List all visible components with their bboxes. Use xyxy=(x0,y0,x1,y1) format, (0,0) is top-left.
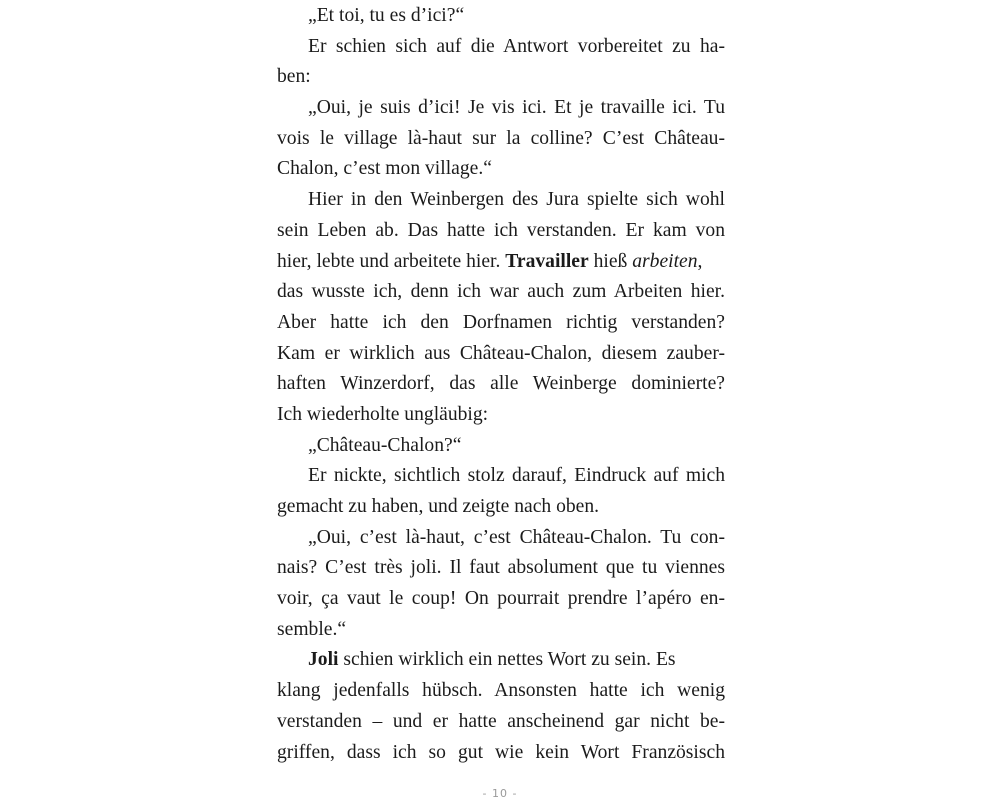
text-line: nais? C’est très joli. Il faut absolument que tu viennes xyxy=(277,557,725,579)
text-segment: hieß xyxy=(593,250,628,272)
italic-term-arbeiten: arbeiten xyxy=(632,250,698,272)
bold-term-travailler: Travailler xyxy=(505,250,589,272)
text-line: klang jedenfalls hübsch. Ansonsten hatte ich wenig xyxy=(277,680,725,702)
text-line: das wusste ich, denn ich war auch zum Arbeiten hier. xyxy=(277,281,725,303)
text-segment: hier, lebte und arbeitete hier. xyxy=(277,250,501,272)
text-line: Ich wiederholte ungläubig: xyxy=(277,403,489,425)
text-line: Chalon, c’est mon village.“ xyxy=(277,158,492,180)
text-line: griffen, dass ich so gut wie kein Wort Französisch xyxy=(277,741,725,763)
text-line: verstanden – und er hatte anscheinend gar nicht be- xyxy=(277,710,725,732)
text-line: Hier in den Weinbergen des Jura spielte sich wohl xyxy=(308,189,725,211)
text-line: ben: xyxy=(277,66,311,88)
bold-term-joli: Joli xyxy=(308,649,339,671)
text-line: „Et toi, tu es d’ici?“ xyxy=(308,5,465,26)
text-segment: schien wirklich ein nettes Wort zu sein. Es xyxy=(343,649,676,671)
text-line: vois le village là-haut sur la colline? C’est Château- xyxy=(277,127,725,149)
text-line: Er schien sich auf die Antwort vorbereitet zu ha- xyxy=(308,35,725,57)
text-line xyxy=(277,645,725,676)
body-text xyxy=(277,1,725,768)
text-line: „Oui, je suis d’ici! Je vis ici. Et je travaille ici. Tu xyxy=(308,97,725,119)
text-segment: , xyxy=(697,250,703,272)
text-line: „Oui, c’est là-haut, c’est Château-Chalon. Tu con- xyxy=(308,526,725,548)
page-number: - 10 - xyxy=(482,787,518,800)
text-line xyxy=(277,247,725,278)
text-line: Aber hatte ich den Dorfnamen richtig verstanden? xyxy=(277,311,725,333)
text-line: Kam er wirklich aus Château-Chalon, diesem zauber- xyxy=(277,342,725,364)
text-line: voir, ça vaut le coup! On pourrait prendre l’apéro en- xyxy=(277,588,725,610)
text-line: Er nickte, sichtlich stolz darauf, Eindruck auf mich xyxy=(308,465,725,487)
text-line: gemacht zu haben, und zeigte nach oben. xyxy=(277,496,600,517)
text-line: haften Winzerdorf, das alle Weinberge dominierte? xyxy=(277,373,725,395)
text-line: semble.“ xyxy=(277,618,347,640)
text-line: „Château-Chalon?“ xyxy=(308,434,462,456)
text-line: sein Leben ab. Das hatte ich verstanden. Er kam von xyxy=(277,219,725,241)
